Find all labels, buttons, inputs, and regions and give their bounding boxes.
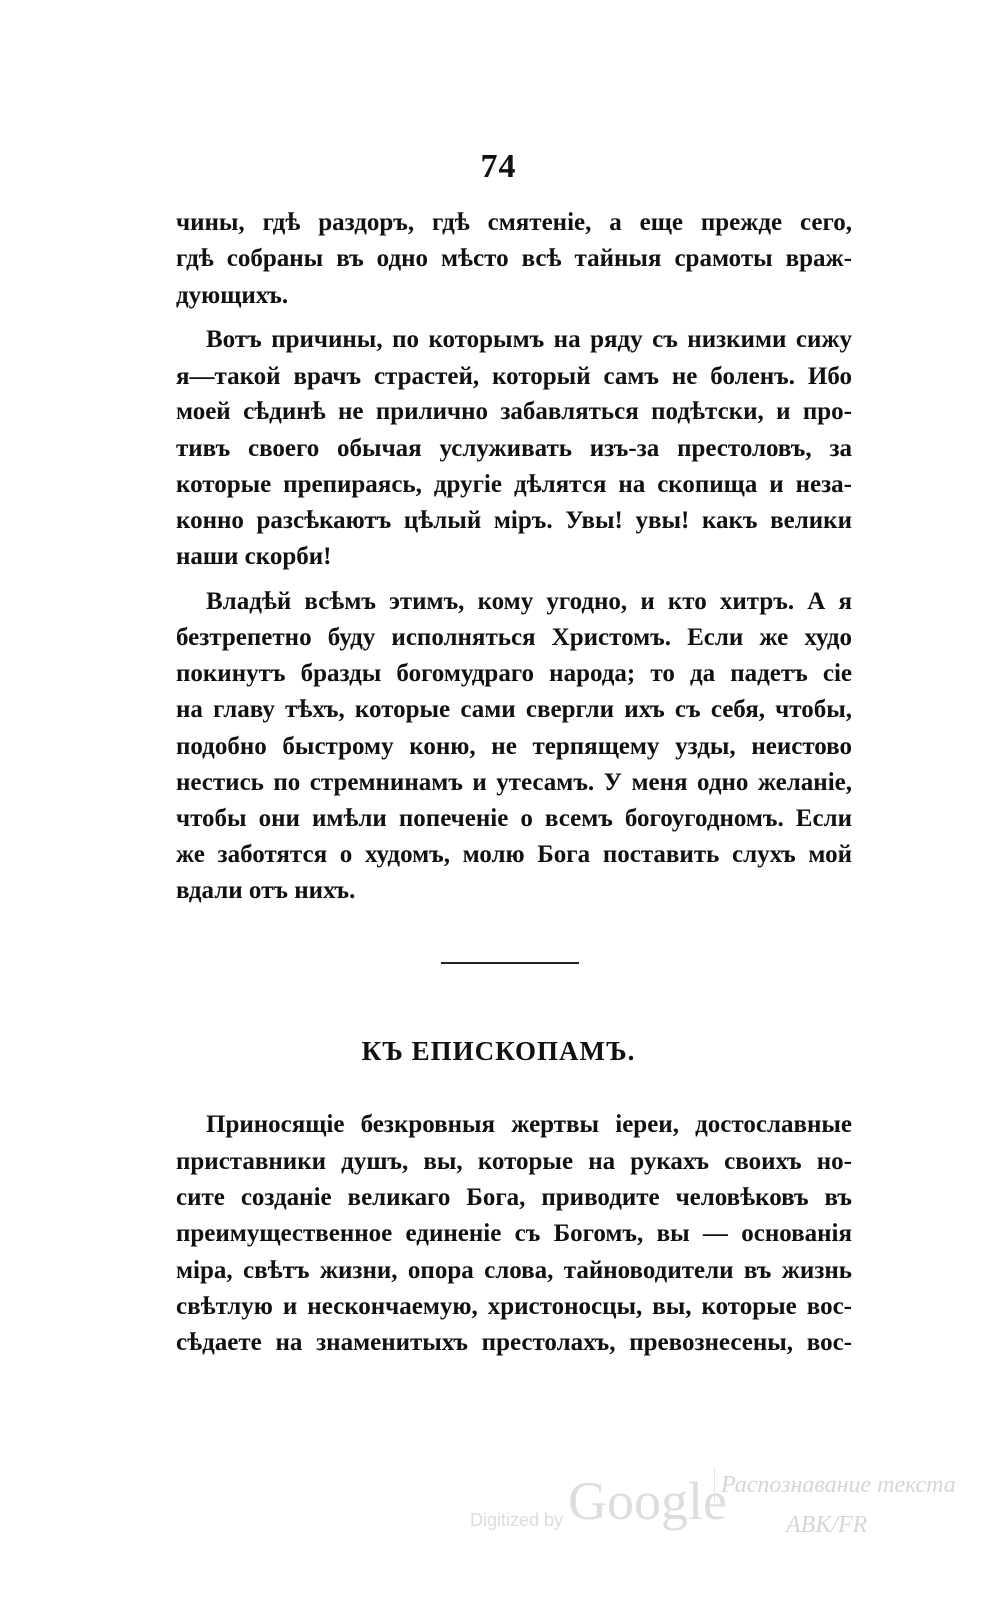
text-line: подобно быстрому коню, не терпящему узды, неистово [176,733,852,760]
digitized-by-label: Digitized by [470,1510,564,1530]
text-line: я—такой врачъ страстей, который самъ не боленъ. Ибо [176,363,852,390]
section-heading: КЪ ЕПИСКОПАМЪ. [361,1036,636,1066]
text-line: на главу тѣхъ, которые сами свергли ихъ съ себя, чтобы, [176,696,852,723]
text-line: покинутъ бразды богомудраго народа; то да падетъ сіе [176,660,852,687]
text-line: міра, свѣтъ жизни, опора слова, тайноводители въ жизнь [176,1257,852,1284]
text-line: сите созданіе великаго Бога, приводите человѣковъ въ [176,1184,852,1211]
text-line: вдали отъ нихъ. [176,877,356,904]
text-line: нестись по стремнинамъ и утесамъ. У меня одно желаніе, [176,769,852,796]
text-line: сѣдаете на знаменитыхъ престолахъ, превознесены, вос- [176,1329,852,1356]
text-line: которые препираясь, другіе дѣлятся на скопища и неза- [176,471,852,498]
text-line: моей сѣдинѣ не прилично забавляться подѣтски, и про- [176,398,852,425]
text-line: наши скорби! [176,543,332,570]
text-line: Вотъ причины, по которымъ на ряду съ низкими сижу [206,326,852,353]
google-logo: Google [568,1471,727,1531]
text-line: Владѣй всѣмъ этимъ, кому угодно, и кто хитръ. А я [206,588,852,615]
text-line: тивъ своего обычая услуживать изъ-за престоловъ, за [176,435,852,462]
text-line: свѣтлую и нескончаемую, христоносцы, вы, которые вос- [176,1293,852,1320]
digitization-watermark [470,1460,970,1570]
page-number: 74 [480,148,517,185]
text-line: конно разсѣкаютъ цѣлый міръ. Увы! увы! какъ велики [176,507,852,534]
text-line: безтрепетно буду исполняться Христомъ. Если же худо [176,624,852,651]
text-line: приставники душъ, вы, которые на рукахъ своихъ но- [176,1148,852,1175]
text-line: гдѣ собраны въ одно мѣсто всѣ тайныя срамоты враж- [176,245,852,272]
text-line: же заботятся о худомъ, молю Бога поставить слухъ мой [176,841,852,868]
text-line: Приносящіе безкровныя жертвы іереи, достославные [206,1111,852,1138]
text-line: чины, гдѣ раздоръ, гдѣ смятеніе, а еще прежде сего, [176,209,852,236]
text-line: преимущественное единеніе съ Богомъ, вы — основанія [176,1220,852,1247]
text-line: чтобы они имѣли попеченіе о всемъ богоугодномъ. Если [176,805,852,832]
recognition-sub-label: ABK/FR [786,1512,868,1538]
recognition-label: Распознавание текста [714,1468,956,1502]
text-line: дующихъ. [176,282,289,309]
section-divider [441,962,579,964]
